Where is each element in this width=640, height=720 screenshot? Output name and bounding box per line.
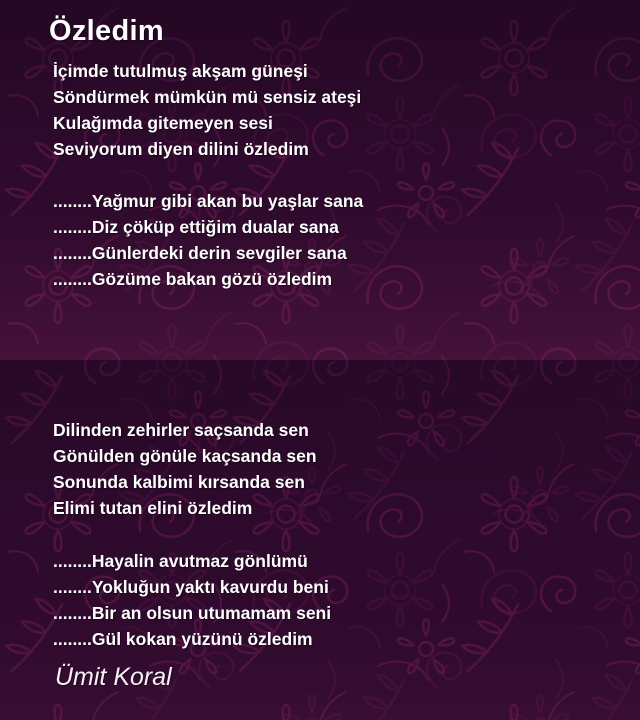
poem-line: Kulağımda gitemeyen sesi (53, 113, 273, 133)
poem-line: ........Yokluğun yaktı kavurdu beni (53, 577, 329, 597)
stanza-3 (53, 417, 620, 521)
stanza-4 (53, 548, 620, 652)
stanza-1 (53, 58, 620, 162)
poem-line: Dilinden zehirler saçsanda sen (53, 420, 309, 440)
poem-line: ........Diz çöküp ettiğim dualar sana (53, 217, 339, 237)
poem-line: Seviyorum diyen dilini özledim (53, 139, 309, 159)
poem-line: Gönülden gönüle kaçsanda sen (53, 446, 317, 466)
poem-title: Özledim (49, 15, 164, 47)
poem-line: Elimi tutan elini özledim (53, 498, 253, 518)
poem-line: Sonunda kalbimi kırsanda sen (53, 472, 305, 492)
poem-line: İçimde tutulmuş akşam güneşi (53, 61, 308, 81)
author-signature: Ümit Koral (55, 663, 172, 691)
poem-line: ........Gözüme bakan gözü özledim (53, 269, 333, 289)
stanza-2 (53, 188, 620, 292)
poem-line: ........Yağmur gibi akan bu yaşlar sana (53, 191, 364, 211)
poem-line: ........Bir an olsun utumamam seni (53, 603, 332, 623)
poem-line: ........Hayalin avutmaz gönlümü (53, 551, 308, 571)
poem-line: Söndürmek mümkün mü sensiz ateşi (53, 87, 362, 107)
poem-line: ........Günlerdeki derin sevgiler sana (53, 243, 347, 263)
poem-line: ........Gül kokan yüzünü özledim (53, 629, 313, 649)
